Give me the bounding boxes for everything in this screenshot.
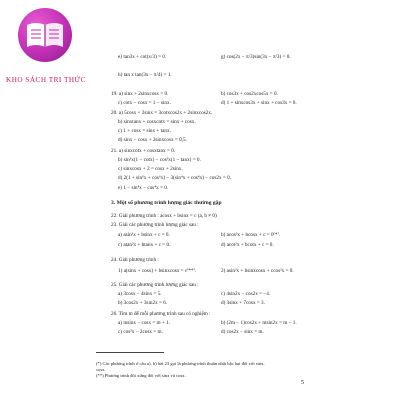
exercise-line: 19. a) sinx + 2sinxcosx = 0. bbox=[111, 91, 169, 97]
exercise-line: c) 1 + cosx = sinx + tanx. bbox=[118, 128, 171, 134]
exercise-line: a) msinx − cosx = m + 1. bbox=[118, 320, 171, 326]
exercise-line: b) sin³x(1 − cotx) − cos³x(1 − tanx) = 0. bbox=[118, 157, 201, 163]
exercise-line: d) 3sinx + 7cosx = 3. bbox=[221, 300, 265, 306]
exercise-line: d) cos2x − sinx = m. bbox=[221, 329, 264, 335]
exercise-line: d) 2(1 + sin⁶x + cos⁶x) − 3(sin⁴x + cos⁴x) − cos2x = 0. bbox=[118, 175, 231, 181]
logo-text: KHO SÁCH TRI THỨC bbox=[6, 76, 86, 84]
exercise-line: g) cos(2x − π/3)sin(3x − π/3) = 0. bbox=[221, 54, 291, 60]
exercise-line: b) sinxtanx + cosxcotx = sinx + cosx. bbox=[118, 119, 196, 125]
exercise-line: e) 1 − sin⁴x − cos⁴x = 0. bbox=[118, 185, 169, 191]
exercise-line: b) 3cos2x + 3sin2x = 6. bbox=[118, 300, 168, 306]
exercise-line: d) 1 + sinxcos3x + sinx + cos3x = 0. bbox=[221, 100, 297, 106]
exercise-line: a) 3cosx − 4sinx = 5. bbox=[118, 291, 162, 297]
page-number: 5 bbox=[301, 380, 304, 386]
footnote-line: (**) Phương trình đối xứng đối với sinx và cosx. bbox=[96, 373, 186, 378]
exercise-line: c) sinxcosx + 2 = cosx + 2sinx. bbox=[118, 166, 183, 172]
exercise-line: c) 4sin2x − cos2x = −4. bbox=[221, 291, 271, 297]
exercise-line: b) acos²x + bcosx + c = 0⁽*⁾. bbox=[221, 232, 280, 238]
footnote-rule bbox=[96, 352, 164, 353]
exercise-line: 1) a(sinx + cosx) + bsinxcosx = c⁽**⁾. bbox=[118, 268, 197, 274]
footnote-line: cosx. bbox=[96, 366, 106, 372]
exercise-line: 25. Giải các phương trình lượng giác sau : bbox=[111, 282, 199, 288]
exercise-line: b) cos3x + cos2xcos5x = 0. bbox=[221, 91, 278, 97]
exercise-line: h) tan x tan(3x − π/4) = 1. bbox=[118, 72, 172, 78]
exercise-line: d) sinx − cosx + 2sinxcosx = 0,5. bbox=[118, 137, 187, 143]
exercise-line: b) (2m − 1)cos2x + msin2x = m − 1. bbox=[221, 320, 297, 326]
exercise-line: 21. a) sinxcotx + cosxtanx = 0. bbox=[111, 148, 176, 154]
exercise-line: c) cos²x − 2cosx = m. bbox=[118, 329, 163, 335]
textbook-page bbox=[104, 0, 394, 400]
publisher-logo bbox=[6, 8, 96, 88]
section-heading: 3. Một số phương trình lượng giác thường gặp bbox=[111, 200, 222, 206]
exercise-line: c) atan²x + btanx + c = 0. bbox=[118, 242, 171, 248]
exercise-line: e) tan3x + cot(x/3) = 0. bbox=[118, 54, 167, 60]
exercise-line: 22. Giải phương trình : acosx + bsinx = c (a, b ≠ 0) bbox=[111, 213, 217, 219]
exercise-line: 26. Tìm m để mỗi phương trình sau có nghiệm : bbox=[111, 311, 211, 317]
footnote-line: (*) Các phương trình ở câu a), b) bài 23 gọi là phương trình thuần nhất bậc hai đối với sinx, bbox=[96, 361, 265, 366]
exercise-line: d) acot²x + bcotx + c = 0. bbox=[221, 242, 274, 248]
exercise-line: 20. a) 5cosx + 2sinx = 3cotxcos2x + 2sinxcos2x. bbox=[111, 110, 213, 116]
exercise-line: 23. Giải các phương trình lượng giác sau : bbox=[111, 222, 199, 228]
exercise-line: 2) asin²x + bsinxcosx + ccos²x = 0. bbox=[221, 268, 294, 274]
exercise-line: c) cotx − cosx = 1 − sinx. bbox=[118, 100, 171, 106]
open-book-icon bbox=[18, 8, 72, 62]
exercise-line: a) asin²x + bsinx + c = 0. bbox=[118, 232, 170, 238]
exercise-line: 24. Giải phương trình : bbox=[111, 257, 159, 263]
